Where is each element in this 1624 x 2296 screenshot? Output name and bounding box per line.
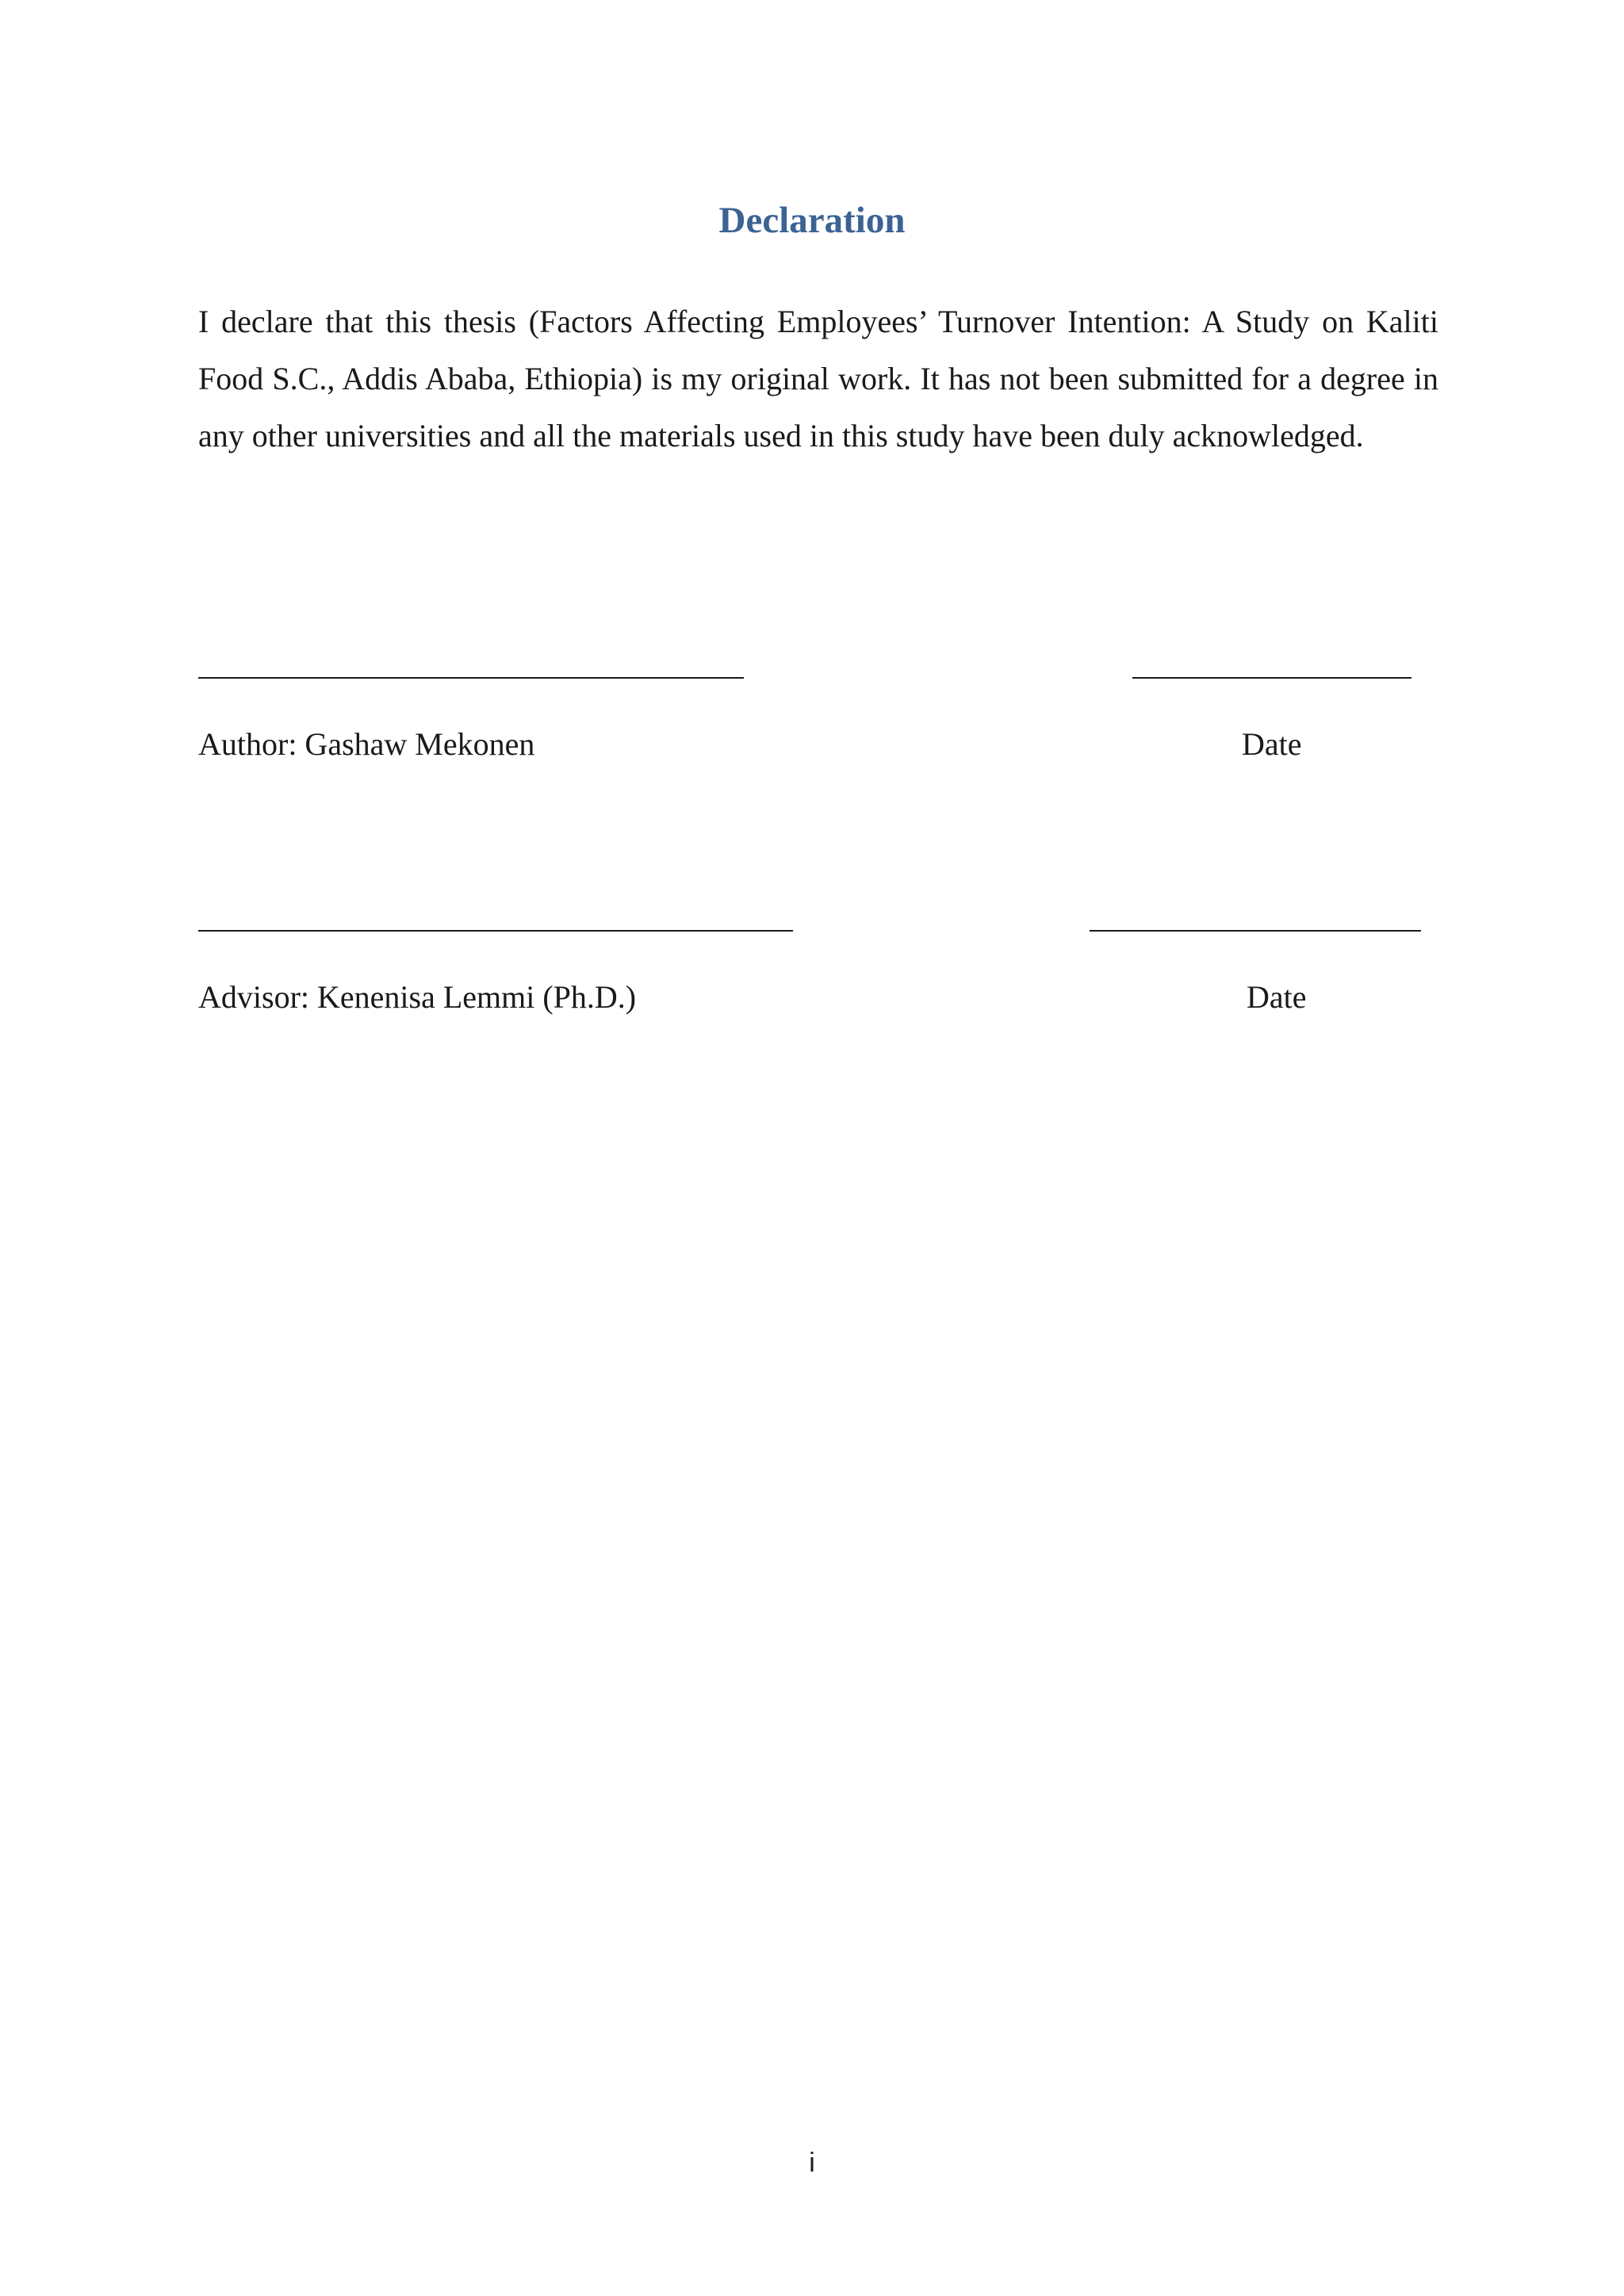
advisor-signature-line (198, 930, 793, 932)
author-date-label: Date (1242, 726, 1302, 762)
advisor-date-line (1090, 930, 1421, 932)
author-label: Author: Gashaw Mekonen (198, 726, 535, 762)
page-title: Declaration (718, 200, 906, 241)
author-date-line (1132, 677, 1411, 679)
advisor-label: Advisor: Kenenisa Lemmi (Ph.D.) (198, 979, 637, 1015)
advisor-date-label: Date (1247, 979, 1307, 1015)
author-signature-line (198, 677, 744, 679)
page-number: i (809, 2148, 815, 2178)
declaration-paragraph: I declare that this thesis (Factors Affecting Employees’ Turnover Intention: A Study on Kaliti Food S.C., Addis Ababa, Ethiopia) is my original work. It has not been submitted for a degree in any other universities and all the materials used in this study have been duly acknowledged. (198, 304, 1438, 453)
